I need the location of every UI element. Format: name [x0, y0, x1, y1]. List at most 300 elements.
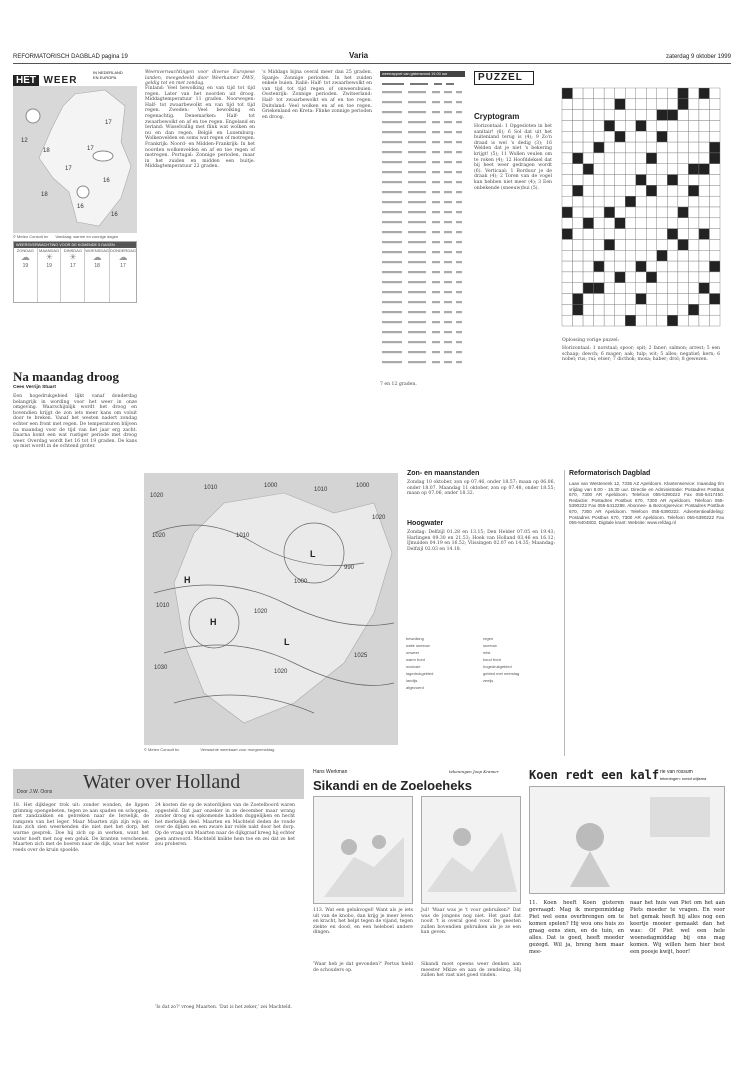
crossword-cell[interactable]	[625, 131, 636, 142]
crossword-cell[interactable]	[562, 315, 573, 326]
crossword-cell[interactable]	[625, 304, 636, 315]
crossword-cell[interactable]	[678, 131, 689, 142]
crossword-cell[interactable]	[583, 120, 594, 131]
crossword-cell[interactable]	[667, 294, 678, 305]
crossword-cell[interactable]	[604, 261, 615, 272]
crossword-cell[interactable]	[562, 175, 573, 186]
crossword-cell[interactable]	[678, 185, 689, 196]
crossword-cell[interactable]	[594, 120, 605, 131]
crossword-cell[interactable]	[625, 185, 636, 196]
crossword-cell[interactable]	[594, 99, 605, 110]
crossword-cell[interactable]	[594, 218, 605, 229]
crossword-cell[interactable]	[657, 207, 668, 218]
table-cell	[408, 221, 426, 223]
crossword-cell[interactable]	[625, 99, 636, 110]
crossword-cell[interactable]	[657, 153, 668, 164]
crossword-cell[interactable]	[667, 261, 678, 272]
weather-article-body: Een hogedrukgebied lijkt vanaf donderdag belangrijk in wording voor het weer in onze omgeving. Waarschijnlijk wordt het droog en bovendien krijgt de zon iets meer kans om voluit door te breken. Vanaf het westen nadert zondag echter een front met regen. De temperaturen blijven na maandag voor de tijd van het jaar erg zacht. Daarna komt een wat rustiger periode met droog weer. Overdag wordt het 16 tot 19 graden. De kans op mist wordt in de ochtend groter.	[13, 394, 137, 450]
crossword-cell[interactable]	[699, 196, 710, 207]
crossword-cell[interactable]	[699, 294, 710, 305]
crossword-cell[interactable]	[688, 153, 699, 164]
crossword-cell[interactable]	[636, 250, 647, 261]
crossword-cell[interactable]	[594, 110, 605, 121]
crossword-cell[interactable]	[562, 142, 573, 153]
crossword-cell[interactable]	[699, 261, 710, 272]
crossword-cell[interactable]	[573, 196, 584, 207]
crossword-cell[interactable]	[678, 218, 689, 229]
crossword-cell[interactable]	[667, 131, 678, 142]
map-caption: Vandaag: warme en zonnige dagen	[55, 234, 119, 239]
crossword-cell[interactable]	[636, 218, 647, 229]
crossword-cell[interactable]	[594, 250, 605, 261]
crossword-cell[interactable]	[667, 304, 678, 315]
crossword-cell[interactable]	[657, 185, 668, 196]
crossword-cell[interactable]	[678, 164, 689, 175]
crossword-cell[interactable]	[604, 229, 615, 240]
crossword-cell[interactable]	[667, 239, 678, 250]
crossword-cell[interactable]	[667, 272, 678, 283]
crossword-cell[interactable]	[636, 272, 647, 283]
pressure-label: 1030	[154, 665, 168, 671]
crossword-cell[interactable]	[615, 120, 626, 131]
crossword-cell[interactable]	[562, 294, 573, 305]
crossword-cell[interactable]	[562, 164, 573, 175]
crossword-cell[interactable]	[636, 164, 647, 175]
crossword-cell[interactable]	[657, 218, 668, 229]
crossword-cell[interactable]	[709, 110, 720, 121]
crossword-cell[interactable]	[709, 272, 720, 283]
crossword-cell[interactable]	[636, 99, 647, 110]
crossword-cell[interactable]	[646, 294, 657, 305]
crossword-cell[interactable]	[657, 304, 668, 315]
crossword-cell[interactable]	[678, 142, 689, 153]
crossword-cell[interactable]	[573, 175, 584, 186]
crossword-cell[interactable]	[594, 131, 605, 142]
crossword-cell[interactable]	[636, 110, 647, 121]
crossword-cell[interactable]	[688, 250, 699, 261]
crossword-cell[interactable]	[604, 250, 615, 261]
crossword-cell[interactable]	[594, 272, 605, 283]
crossword-cell[interactable]	[604, 185, 615, 196]
crossword-cell[interactable]	[573, 207, 584, 218]
crossword-cell[interactable]	[688, 110, 699, 121]
crossword-cell[interactable]	[688, 272, 699, 283]
crossword-cell[interactable]	[562, 272, 573, 283]
crossword-cell[interactable]	[688, 120, 699, 131]
crossword-cell[interactable]	[657, 99, 668, 110]
crossword-cell[interactable]	[573, 272, 584, 283]
crossword-cell[interactable]	[709, 304, 720, 315]
crossword-cell[interactable]	[699, 99, 710, 110]
crossword-cell[interactable]	[688, 175, 699, 186]
crossword-cell[interactable]	[667, 283, 678, 294]
crossword-cell	[709, 153, 720, 164]
crossword-cell[interactable]	[615, 196, 626, 207]
crossword-cell[interactable]	[625, 239, 636, 250]
crossword-cell[interactable]	[604, 88, 615, 99]
crossword-cell[interactable]	[625, 164, 636, 175]
crossword-cell[interactable]	[562, 153, 573, 164]
crossword-cell[interactable]	[709, 185, 720, 196]
crossword-cell[interactable]	[615, 261, 626, 272]
crossword-cell[interactable]	[636, 131, 647, 142]
crossword-cell[interactable]	[699, 218, 710, 229]
crossword-cell[interactable]	[709, 218, 720, 229]
crossword-cell[interactable]	[583, 250, 594, 261]
crossword-cell	[562, 207, 573, 218]
crossword-cell[interactable]	[709, 131, 720, 142]
crossword-cell[interactable]	[625, 283, 636, 294]
crossword-cell[interactable]	[709, 88, 720, 99]
crossword-cell[interactable]	[615, 239, 626, 250]
crossword-cell[interactable]	[636, 283, 647, 294]
crossword-cell[interactable]	[667, 207, 678, 218]
crossword-cell[interactable]	[562, 110, 573, 121]
table-cell	[408, 291, 426, 293]
crossword-cell[interactable]	[583, 110, 594, 121]
crossword-cell[interactable]	[646, 110, 657, 121]
crossword-cell[interactable]	[699, 315, 710, 326]
crossword-cell[interactable]	[583, 175, 594, 186]
crossword-cell[interactable]	[615, 315, 626, 326]
crossword-cell[interactable]	[709, 229, 720, 240]
crossword-cell[interactable]	[615, 110, 626, 121]
crossword-cell[interactable]	[657, 142, 668, 153]
crossword-cell[interactable]	[636, 315, 647, 326]
crossword-cell[interactable]	[615, 185, 626, 196]
crossword-cell[interactable]	[636, 304, 647, 315]
crossword-cell[interactable]	[583, 272, 594, 283]
crossword-cell[interactable]	[688, 88, 699, 99]
crossword-cell[interactable]	[636, 153, 647, 164]
crossword-cell[interactable]	[667, 164, 678, 175]
crossword-cell[interactable]	[573, 99, 584, 110]
crossword-cell[interactable]	[688, 196, 699, 207]
crossword-cell[interactable]	[594, 294, 605, 305]
crossword-cell[interactable]	[573, 229, 584, 240]
crossword-cell[interactable]	[678, 110, 689, 121]
crossword-cell[interactable]	[699, 131, 710, 142]
crossword-cell[interactable]	[625, 272, 636, 283]
crossword-cell[interactable]	[657, 261, 668, 272]
crossword-cell[interactable]	[699, 272, 710, 283]
crossword-cell[interactable]	[709, 175, 720, 186]
crossword-cell[interactable]	[646, 283, 657, 294]
crossword-cell[interactable]	[678, 272, 689, 283]
crossword-cell[interactable]	[625, 250, 636, 261]
crossword-cell[interactable]	[625, 153, 636, 164]
crossword-cell[interactable]	[636, 239, 647, 250]
table-cell	[432, 301, 440, 303]
crossword-cell[interactable]	[573, 239, 584, 250]
crossword-cell[interactable]	[636, 196, 647, 207]
crossword-cell[interactable]	[699, 304, 710, 315]
crossword-cell[interactable]	[562, 304, 573, 315]
crossword-cell[interactable]	[646, 250, 657, 261]
crossword-cell[interactable]	[667, 88, 678, 99]
crossword-cell[interactable]	[699, 110, 710, 121]
crossword-cell[interactable]	[636, 207, 647, 218]
crossword-cell[interactable]	[583, 207, 594, 218]
crossword-cell[interactable]	[625, 229, 636, 240]
crossword-cell[interactable]	[688, 261, 699, 272]
crossword-cell[interactable]	[688, 207, 699, 218]
crossword-cell[interactable]	[615, 164, 626, 175]
table-cell	[432, 211, 440, 213]
crossword-cell[interactable]	[625, 218, 636, 229]
crossword-cell[interactable]	[657, 315, 668, 326]
crossword-cell[interactable]	[604, 315, 615, 326]
crossword-cell[interactable]	[667, 99, 678, 110]
crossword-cell[interactable]	[604, 142, 615, 153]
crossword-cell[interactable]	[583, 153, 594, 164]
crossword-cell[interactable]	[615, 250, 626, 261]
crossword-cell[interactable]	[657, 294, 668, 305]
crossword-cell[interactable]	[562, 131, 573, 142]
crossword-cell[interactable]	[636, 142, 647, 153]
crossword-cell[interactable]	[594, 304, 605, 315]
crossword-cell[interactable]	[678, 120, 689, 131]
crossword-cell[interactable]	[625, 120, 636, 131]
crossword-cell[interactable]	[678, 196, 689, 207]
crossword-cell[interactable]	[573, 164, 584, 175]
crossword-cell[interactable]	[583, 131, 594, 142]
crossword-cell[interactable]	[646, 229, 657, 240]
crossword-cell[interactable]	[615, 88, 626, 99]
crossword-cell[interactable]	[615, 207, 626, 218]
crossword-cell[interactable]	[573, 261, 584, 272]
crossword-cell[interactable]	[688, 229, 699, 240]
colophon	[564, 470, 724, 756]
crossword-cell[interactable]	[615, 175, 626, 186]
crossword-cell[interactable]	[594, 315, 605, 326]
crossword-cell[interactable]	[562, 99, 573, 110]
crossword-cell[interactable]	[688, 131, 699, 142]
crossword-cell[interactable]	[625, 207, 636, 218]
crossword-cell[interactable]	[657, 88, 668, 99]
table-cell	[456, 271, 462, 273]
crossword-cell[interactable]	[594, 88, 605, 99]
crossword-cell[interactable]	[667, 142, 678, 153]
crossword-cell[interactable]	[646, 164, 657, 175]
crossword-cell[interactable]	[667, 185, 678, 196]
crossword-cell[interactable]	[646, 207, 657, 218]
crossword-cell[interactable]	[583, 239, 594, 250]
crossword-cell[interactable]	[583, 294, 594, 305]
crossword-cell[interactable]	[678, 315, 689, 326]
crossword-cell[interactable]	[667, 250, 678, 261]
crossword-cell[interactable]	[615, 294, 626, 305]
crossword-cell[interactable]	[699, 142, 710, 153]
crossword-cell[interactable]	[646, 315, 657, 326]
crossword-cell[interactable]	[615, 304, 626, 315]
crossword-cell[interactable]	[688, 142, 699, 153]
crossword-cell[interactable]	[699, 120, 710, 131]
crossword-cell[interactable]	[646, 218, 657, 229]
crossword-cell[interactable]	[594, 185, 605, 196]
crossword-cell[interactable]	[583, 99, 594, 110]
crossword-cell[interactable]	[573, 88, 584, 99]
crossword-cell[interactable]	[667, 196, 678, 207]
crossword-grid[interactable]	[562, 88, 720, 326]
forecast-day-name: DONDERDAG	[109, 248, 136, 253]
crossword-cell[interactable]	[646, 261, 657, 272]
crossword-cell[interactable]	[688, 99, 699, 110]
crossword-cell[interactable]	[678, 294, 689, 305]
crossword-cell[interactable]	[604, 99, 615, 110]
crossword-cell[interactable]	[657, 283, 668, 294]
crossword-cell[interactable]	[667, 153, 678, 164]
crossword-cell[interactable]	[625, 175, 636, 186]
crossword-cell[interactable]	[657, 175, 668, 186]
crossword-cell[interactable]	[594, 164, 605, 175]
crossword-cell[interactable]	[604, 110, 615, 121]
crossword-cell[interactable]	[709, 120, 720, 131]
crossword-cell[interactable]	[709, 99, 720, 110]
crossword-cell[interactable]	[699, 153, 710, 164]
crossword-cell[interactable]	[594, 239, 605, 250]
crossword-cell[interactable]	[615, 283, 626, 294]
crossword-cell[interactable]	[709, 164, 720, 175]
crossword-cell[interactable]	[604, 175, 615, 186]
crossword-cell[interactable]	[625, 142, 636, 153]
crossword-cell[interactable]	[583, 185, 594, 196]
crossword-cell[interactable]	[699, 250, 710, 261]
crossword-cell[interactable]	[688, 294, 699, 305]
crossword-cell[interactable]	[573, 315, 584, 326]
crossword-cell[interactable]	[583, 88, 594, 99]
crossword-cell[interactable]	[709, 283, 720, 294]
crossword-cell[interactable]	[657, 196, 668, 207]
crossword-cell[interactable]	[615, 142, 626, 153]
crossword-cell[interactable]	[678, 261, 689, 272]
table-cell	[432, 271, 440, 273]
crossword-cell[interactable]	[678, 153, 689, 164]
crossword-cell[interactable]	[678, 175, 689, 186]
forecast-day	[38, 248, 62, 302]
crossword-cell[interactable]	[636, 229, 647, 240]
crossword-cell[interactable]	[709, 239, 720, 250]
crossword-cell[interactable]	[583, 315, 594, 326]
crossword-cell[interactable]	[604, 294, 615, 305]
crossword-cell[interactable]	[646, 175, 657, 186]
crossword-cell[interactable]	[657, 239, 668, 250]
crossword-cell[interactable]	[688, 283, 699, 294]
crossword-cell[interactable]	[594, 153, 605, 164]
crossword-cell[interactable]	[583, 196, 594, 207]
crossword-cell[interactable]	[604, 304, 615, 315]
crossword-cell[interactable]	[625, 88, 636, 99]
crossword-cell[interactable]	[709, 250, 720, 261]
crossword-cell[interactable]	[562, 239, 573, 250]
crossword-cell[interactable]	[615, 153, 626, 164]
crossword-cell[interactable]	[646, 239, 657, 250]
crossword-cell[interactable]	[699, 207, 710, 218]
crossword-cell[interactable]	[573, 250, 584, 261]
crossword-cell[interactable]	[594, 196, 605, 207]
table-cell	[408, 141, 426, 143]
crossword-cell[interactable]	[688, 315, 699, 326]
header-date: zaterdag 9 oktober 1999	[665, 54, 731, 60]
crossword-cell[interactable]	[657, 229, 668, 240]
crossword-cell[interactable]	[604, 218, 615, 229]
crossword-cell[interactable]	[646, 99, 657, 110]
crossword-cell[interactable]	[699, 239, 710, 250]
crossword-cell[interactable]	[583, 229, 594, 240]
crossword-cell[interactable]	[646, 131, 657, 142]
crossword-cell[interactable]	[625, 294, 636, 305]
crossword-cell[interactable]	[625, 261, 636, 272]
crossword-cell[interactable]	[583, 142, 594, 153]
crossword-cell[interactable]	[573, 218, 584, 229]
crossword-cell[interactable]	[562, 120, 573, 131]
crossword-cell[interactable]	[646, 142, 657, 153]
crossword-cell[interactable]	[573, 120, 584, 131]
crossword-cell[interactable]	[615, 229, 626, 240]
crossword-cell[interactable]	[573, 131, 584, 142]
crossword-cell[interactable]	[604, 164, 615, 175]
crossword-cell[interactable]	[667, 120, 678, 131]
crossword-cell[interactable]	[594, 229, 605, 240]
crossword-cell[interactable]	[636, 185, 647, 196]
crossword-cell[interactable]	[646, 304, 657, 315]
crossword-cell[interactable]	[657, 120, 668, 131]
crossword-cell[interactable]	[604, 131, 615, 142]
crossword-cell[interactable]	[657, 272, 668, 283]
crossword-cell[interactable]	[678, 304, 689, 315]
crossword-cell[interactable]	[709, 207, 720, 218]
crossword-cell[interactable]	[699, 185, 710, 196]
crossword-cell[interactable]	[678, 283, 689, 294]
crossword-cell[interactable]	[583, 304, 594, 315]
crossword-cell[interactable]	[573, 283, 584, 294]
crossword-cell[interactable]	[636, 88, 647, 99]
crossword-cell[interactable]	[709, 315, 720, 326]
crossword-cell[interactable]	[678, 229, 689, 240]
table-cell	[432, 251, 440, 253]
crossword-cell[interactable]	[688, 239, 699, 250]
crossword-cell[interactable]	[667, 218, 678, 229]
crossword-cell[interactable]	[562, 218, 573, 229]
crossword-cell[interactable]	[604, 283, 615, 294]
crossword-cell[interactable]	[604, 196, 615, 207]
crossword-cell[interactable]	[562, 261, 573, 272]
crossword-cell	[573, 185, 584, 196]
crossword-cell[interactable]	[657, 164, 668, 175]
crossword-cell[interactable]	[583, 261, 594, 272]
crossword-cell[interactable]	[562, 250, 573, 261]
crossword-cell[interactable]	[678, 250, 689, 261]
crossword-cell[interactable]	[562, 185, 573, 196]
crossword-cell[interactable]	[562, 196, 573, 207]
crossword-cell[interactable]	[646, 88, 657, 99]
crossword-cell[interactable]	[573, 142, 584, 153]
crossword-cell[interactable]	[562, 283, 573, 294]
crossword-cell[interactable]	[594, 207, 605, 218]
crossword-cell[interactable]	[625, 110, 636, 121]
crossword-cell[interactable]	[709, 196, 720, 207]
crossword-cell[interactable]	[688, 218, 699, 229]
crossword-cell	[636, 261, 647, 272]
crossword-cell[interactable]	[646, 196, 657, 207]
crossword-cell[interactable]	[646, 120, 657, 131]
crossword-cell[interactable]	[699, 175, 710, 186]
crossword-cell[interactable]	[604, 153, 615, 164]
crossword-cell[interactable]	[594, 175, 605, 186]
crossword-cell[interactable]	[573, 110, 584, 121]
crossword-cell[interactable]	[604, 272, 615, 283]
table-cell	[432, 311, 440, 313]
